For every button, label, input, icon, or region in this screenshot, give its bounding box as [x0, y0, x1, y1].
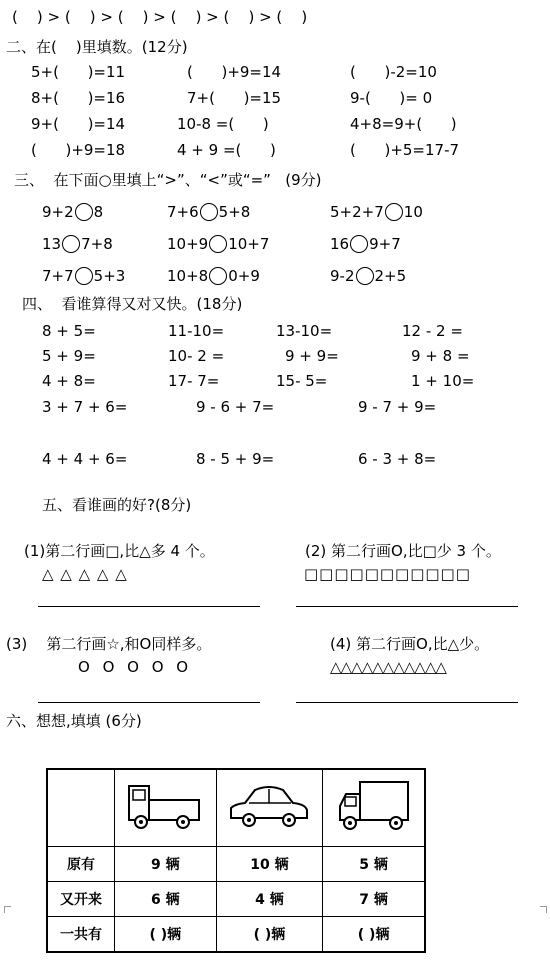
arithmetic-problem: 6 - 3 + 8= [358, 450, 437, 468]
compare-left: 10+9 [167, 235, 209, 253]
answer-circle-icon[interactable] [209, 235, 227, 253]
answer-circle-icon[interactable] [209, 267, 227, 285]
answer-circle-icon[interactable] [200, 203, 218, 221]
car-cell [216, 769, 323, 847]
fill-blank-problem: 5+( )=11 [31, 63, 126, 81]
fill-blank-problem: ( )-2=10 [350, 63, 437, 81]
answer-circle-icon[interactable] [385, 203, 403, 221]
compare-problem [42, 202, 103, 222]
compare-problem [167, 234, 269, 254]
fill-blank-problem: 10-8 =( ) [177, 115, 269, 133]
drawing-question-4: (4) 第二行画O,比△少。 [330, 635, 490, 653]
top-comparison-line: ( ) > ( ) > ( ) > ( ) > ( ) > ( ) [12, 8, 308, 26]
compare-problem [167, 266, 260, 286]
car-original: 10 辆 [216, 847, 323, 882]
arithmetic-problem: 13-10= [276, 322, 333, 340]
compare-right: 7+8 [81, 235, 113, 253]
compare-right: 9+7 [369, 235, 401, 253]
compare-left: 16 [330, 235, 350, 253]
arithmetic-problem: 3 + 7 + 6= [42, 398, 128, 416]
truck-original: 9 辆 [115, 847, 217, 882]
van-original: 5 辆 [323, 847, 425, 882]
truck-icon [125, 778, 205, 834]
compare-problem [42, 266, 125, 286]
arithmetic-problem: 12 - 2 = [402, 322, 463, 340]
drawing-question-2: (2) 第二行画O,比□少 3 个。 [305, 542, 501, 560]
arithmetic-problem: 9 - 7 + 9= [358, 398, 437, 416]
compare-right: 2+5 [374, 267, 407, 285]
arithmetic-problem: 10- 2 = [168, 347, 225, 365]
answer-circle-icon[interactable] [356, 267, 374, 285]
compare-right: 10 [403, 203, 423, 221]
car-added: 4 辆 [216, 882, 323, 917]
fill-blank-problem: ( )+9=18 [31, 141, 126, 159]
compare-right: 5+3 [93, 267, 126, 285]
drawing-question-3: (3) 第二行画☆,和O同样多。 [6, 635, 212, 653]
truck-added: 6 辆 [115, 882, 217, 917]
compare-right: 0+9 [228, 267, 260, 285]
answer-line[interactable] [296, 702, 518, 703]
corner-mark [4, 906, 11, 913]
fill-blank-problem: ( )+9=14 [187, 63, 282, 81]
fill-blank-problem: 8+( )=16 [31, 89, 126, 107]
compare-left: 13 [42, 235, 62, 253]
arithmetic-problem: 4 + 4 + 6= [42, 450, 128, 468]
compare-right: 8 [93, 203, 104, 221]
square-row: □□□□□□□□□□□ [304, 565, 471, 583]
answer-circle-icon[interactable] [75, 267, 93, 285]
compare-left: 9-2 [330, 267, 355, 285]
arithmetic-problem: 9 + 8 = [411, 347, 470, 365]
answer-circle-icon[interactable] [350, 235, 368, 253]
compare-left: 9+2 [42, 203, 74, 221]
arithmetic-problem: 4 + 8= [42, 372, 96, 390]
compare-problem [42, 234, 113, 254]
answer-circle-icon[interactable] [75, 203, 93, 221]
van-added: 7 辆 [323, 882, 425, 917]
answer-line[interactable] [296, 606, 518, 607]
compare-left: 7+7 [42, 267, 74, 285]
car-total[interactable]: ( )辆 [216, 917, 323, 953]
answer-circle-icon[interactable] [62, 235, 80, 253]
drawing-question-1: (1)第二行画□,比△多 4 个。 [24, 542, 215, 560]
triangle-row: △△△△△△△△△△△ [330, 658, 446, 676]
corner-mark [540, 906, 547, 913]
fill-blank-problem: ( )+5=17-7 [350, 141, 460, 159]
triangle-row: △ △ △ △ △ [42, 565, 128, 583]
arithmetic-problem: 15- 5= [276, 372, 328, 390]
van-total[interactable]: ( )辆 [323, 917, 425, 953]
arithmetic-problem: 11-10= [168, 322, 225, 340]
arithmetic-problem: 9 - 6 + 7= [196, 398, 275, 416]
row-label-original: 原有 [47, 847, 115, 882]
vehicle-table [46, 768, 426, 953]
section-2-title: 二、在( )里填数。(12分) [6, 38, 188, 56]
arithmetic-problem: 8 + 5= [42, 322, 96, 340]
van-icon [334, 776, 414, 836]
compare-right: 10+7 [228, 235, 270, 253]
compare-right: 5+8 [218, 203, 251, 221]
fill-blank-problem: 9-( )= 0 [350, 89, 433, 107]
fill-blank-problem: 7+( )=15 [187, 89, 282, 107]
arithmetic-problem: 9 + 9= [285, 347, 339, 365]
compare-left: 5+2+7 [330, 203, 384, 221]
arithmetic-problem: 17- 7= [168, 372, 220, 390]
section-3-title: 三、 在下面○里填上“>”、“<”或“=” (9分) [14, 171, 322, 189]
row-label-total: 一共有 [47, 917, 115, 953]
fill-blank-problem: 4 + 9 =( ) [177, 141, 276, 159]
car-icon [227, 778, 311, 834]
empty-header-cell [47, 769, 115, 847]
arithmetic-problem: 5 + 9= [42, 347, 96, 365]
answer-line[interactable] [38, 606, 260, 607]
compare-problem [167, 202, 250, 222]
truck-total[interactable]: ( )辆 [115, 917, 217, 953]
compare-problem [330, 234, 401, 254]
compare-left: 7+6 [167, 203, 199, 221]
row-label-added: 又开来 [47, 882, 115, 917]
arithmetic-problem: 1 + 10= [411, 372, 475, 390]
compare-left: 10+8 [167, 267, 209, 285]
section-4-title: 四、 看谁算得又对又快。(18分) [22, 295, 243, 313]
compare-problem [330, 266, 406, 286]
arithmetic-problem: 8 - 5 + 9= [196, 450, 275, 468]
fill-blank-problem: 9+( )=14 [31, 115, 126, 133]
section-5-title: 五、看谁画的好?(8分) [42, 496, 192, 514]
truck-cell [115, 769, 217, 847]
answer-line[interactable] [38, 702, 260, 703]
circle-row: O O O O O [78, 658, 193, 676]
fill-blank-problem: 4+8=9+( ) [350, 115, 457, 133]
van-cell [323, 769, 425, 847]
section-6-title: 六、想想,填填 (6分) [6, 712, 142, 730]
compare-problem [330, 202, 423, 222]
